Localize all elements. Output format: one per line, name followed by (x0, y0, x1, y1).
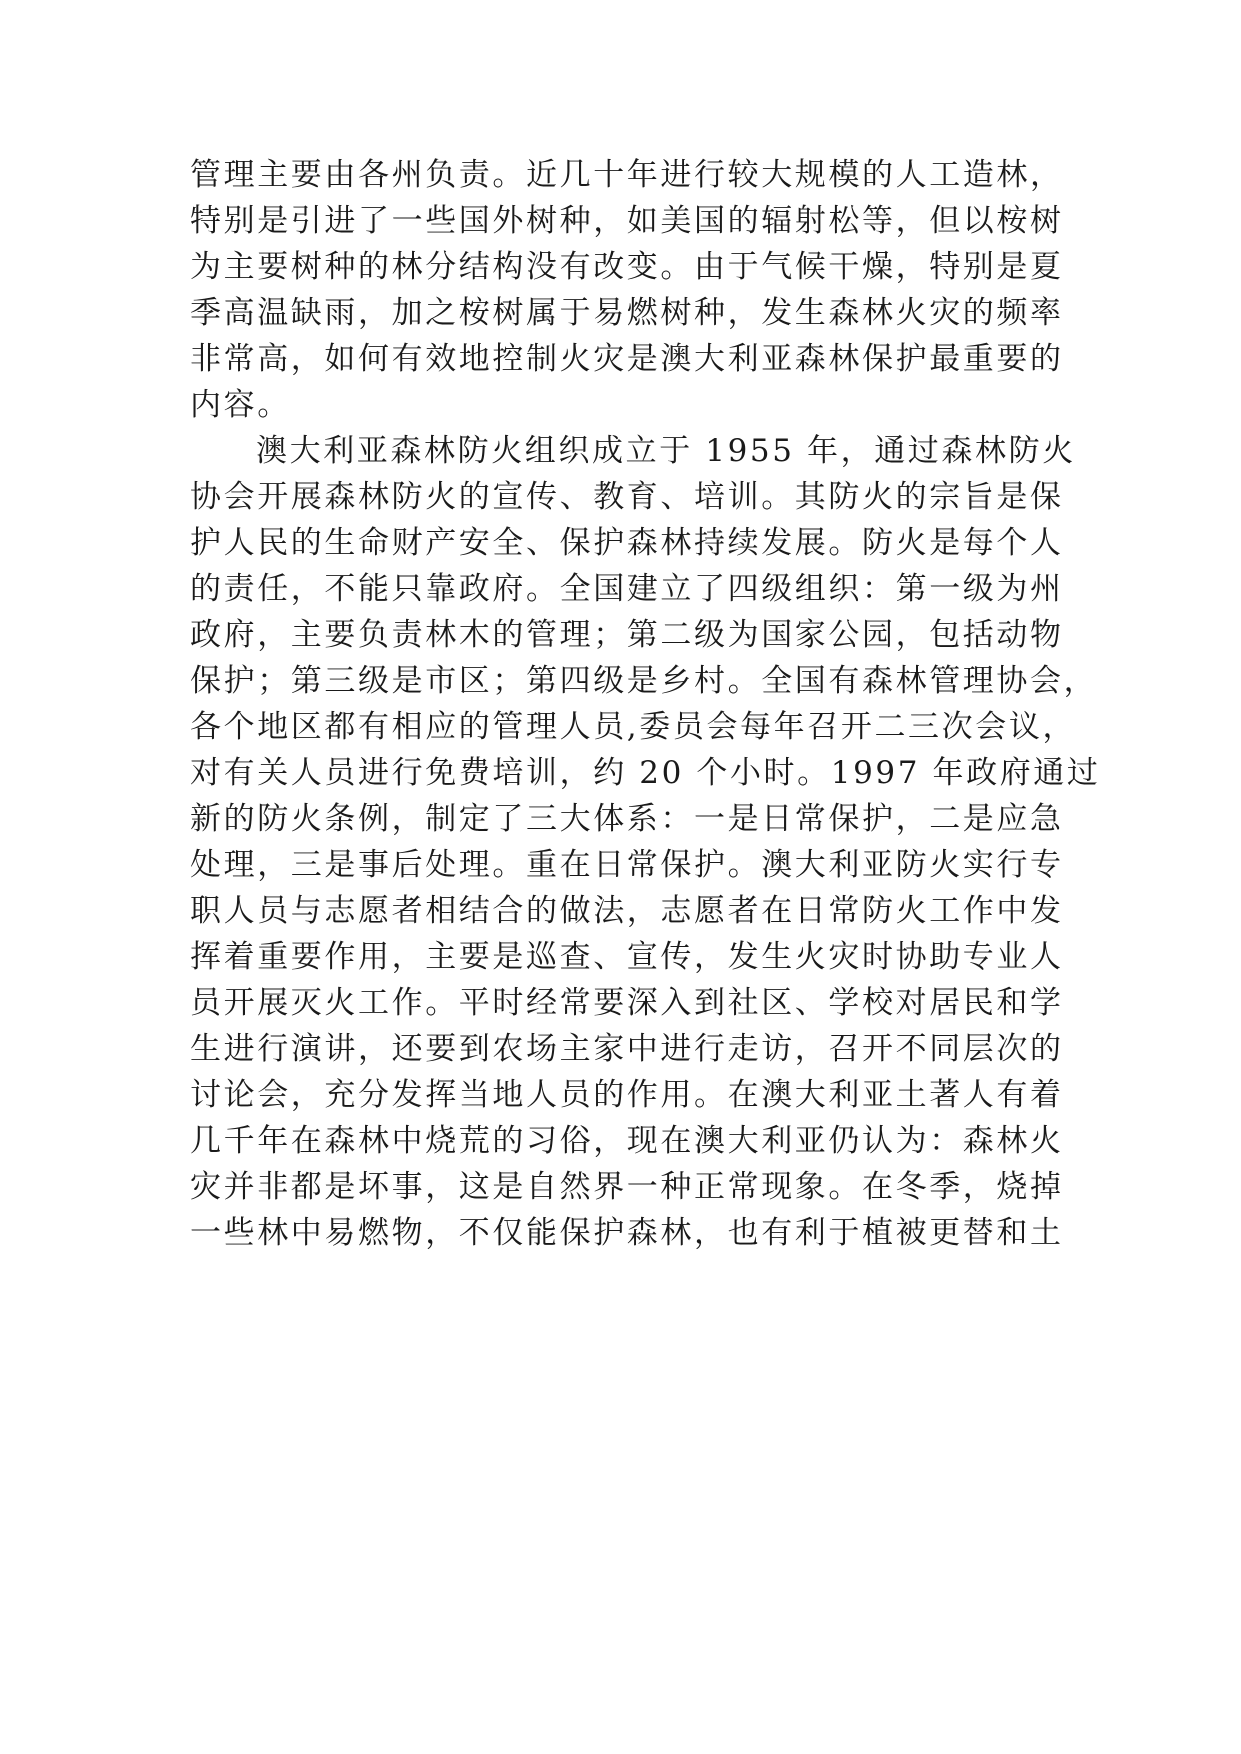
document-page (190, 152, 1101, 1256)
text-line: 内容。 (190, 387, 291, 423)
paragraph-2 (190, 428, 1101, 1256)
text-line: 员开展灭火工作。平时经常要深入到社区、学校对居民和学 (190, 985, 1064, 1021)
text-line: 一些林中易燃物，不仅能保护森林，也有利于植被更替和土 (190, 1215, 1064, 1251)
text-line: 几千年在森林中烧荒的习俗，现在澳大利亚仍认为：森林火 (190, 1123, 1064, 1159)
text-line: 灾并非都是坏事，这是自然界一种正常现象。在冬季，烧掉 (190, 1169, 1064, 1205)
text-line: 为主要树种的林分结构没有改变。由于气候干燥，特别是夏 (190, 249, 1064, 285)
text-line: 非常高，如何有效地控制火灾是澳大利亚森林保护最重要的 (190, 341, 1064, 377)
text-line: 政府，主要负责林木的管理；第二级为国家公园，包括动物 (190, 617, 1064, 653)
text-line: 的责任，不能只靠政府。全国建立了四级组织：第一级为州 (190, 571, 1064, 607)
text-line: 处理，三是事后处理。重在日常保护。澳大利亚防火实行专 (190, 847, 1064, 883)
text-line: 澳大利亚森林防火组织成立于 1955 年，通过森林防火 (256, 433, 1076, 469)
text-line: 讨论会，充分发挥当地人员的作用。在澳大利亚土著人有着 (190, 1077, 1064, 1113)
text-line: 特别是引进了一些国外树种，如美国的辐射松等，但以桉树 (190, 203, 1064, 239)
text-line: 对有关人员进行免费培训，约 20 个小时。1997 年政府通过 (190, 755, 1101, 791)
text-line: 挥着重要作用，主要是巡查、宣传，发生火灾时协助专业人 (190, 939, 1064, 975)
text-line: 各个地区都有相应的管理人员,委员会每年召开二三次会议， (190, 709, 1077, 745)
text-line: 协会开展森林防火的宣传、教育、培训。其防火的宗旨是保 (190, 479, 1064, 515)
text-line: 护人民的生命财产安全、保护森林持续发展。防火是每个人 (190, 525, 1064, 561)
text-line: 季高温缺雨，加之桉树属于易燃树种，发生森林火灾的频率 (190, 295, 1064, 331)
text-line: 职人员与志愿者相结合的做法，志愿者在日常防火工作中发 (190, 893, 1064, 929)
paragraph-1 (190, 152, 1064, 428)
text-line: 保护；第三级是市区；第四级是乡村。全国有森林管理协会， (190, 663, 1098, 699)
text-line: 管理主要由各州负责。近几十年进行较大规模的人工造林， (190, 157, 1064, 193)
text-line: 新的防火条例，制定了三大体系：一是日常保护，二是应急 (190, 801, 1064, 837)
text-line: 生进行演讲，还要到农场主家中进行走访，召开不同层次的 (190, 1031, 1064, 1067)
